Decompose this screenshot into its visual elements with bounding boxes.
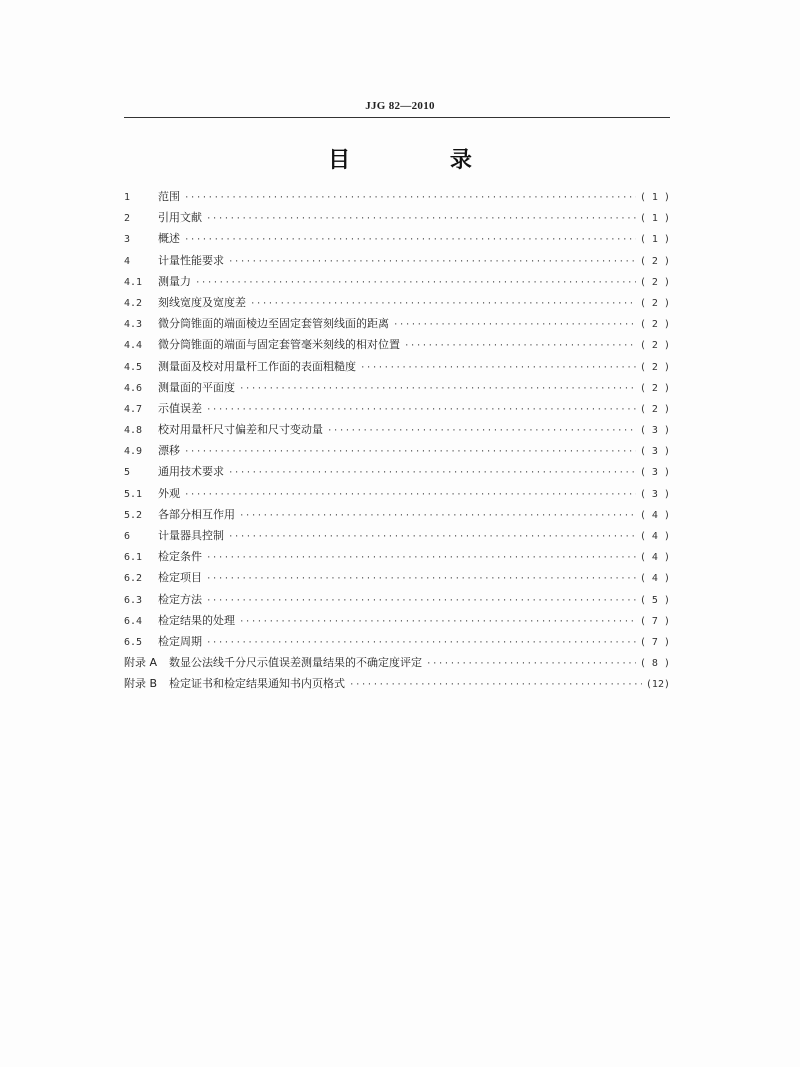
toc-dot-leader [184,442,636,463]
toc-entry[interactable] [124,440,670,461]
toc-entry-number: 1 [124,192,131,203]
toc-entry[interactable] [124,483,670,504]
toc-entry-number: 6 [124,531,131,542]
toc-dot-leader [195,273,636,294]
toc-entry[interactable] [124,292,670,313]
toc-entry[interactable] [124,546,670,567]
toc-entry-title: 范围 [158,190,180,203]
toc-entry[interactable] [124,419,670,440]
toc-entry-page: ( 5 ) [639,594,670,606]
table-of-contents [124,186,670,695]
toc-entry[interactable] [124,652,670,673]
toc-entry-page: ( 2 ) [639,382,670,394]
toc-entry-page: ( 8 ) [639,658,670,670]
toc-entry-number: 3 [124,234,131,246]
toc-dot-leader [228,527,636,548]
toc-dot-leader [206,400,636,421]
toc-entry-title: 示值误差 [158,401,202,415]
toc-entry-number: 4.3 [124,319,143,331]
toc-entry[interactable] [124,207,670,228]
toc-dot-leader [404,336,636,357]
toc-entry-number: 5 [124,467,131,479]
toc-dot-leader [327,421,636,442]
toc-entry-page: ( 1 ) [639,234,670,246]
toc-entry-number: 4 [124,255,131,267]
standard-code: JJG 82—2010 [365,100,435,112]
toc-entry[interactable] [124,271,670,292]
toc-entry[interactable] [124,673,670,694]
toc-dot-leader [228,463,636,484]
toc-entry-title: 概述 [158,232,180,246]
toc-entry-title: 各部分相互作用 [158,507,235,521]
toc-entry-number: 5.1 [124,488,143,500]
toc-entry-title: 检定周期 [158,634,202,648]
toc-entry-title: 漂移 [158,444,180,458]
toc-entry[interactable] [124,313,670,334]
toc-entry[interactable] [124,377,670,398]
toc-entry-title: 检定结果的处理 [158,613,235,627]
toc-entry-page: ( 2 ) [639,297,670,309]
toc-entry-title: 引用文献 [158,211,202,225]
toc-dot-leader [360,358,636,379]
toc-entry-title: 微分筒锥面的端面棱边至固定套管刻线面的距离 [158,317,389,331]
toc-entry[interactable] [124,228,670,249]
toc-entry-page: ( 3 ) [639,425,670,437]
toc-entry-page: ( 2 ) [639,361,670,373]
toc-dot-leader [206,633,636,654]
toc-dot-leader [184,188,636,209]
header-divider [124,117,670,118]
toc-entry-page: ( 4 ) [639,509,670,521]
toc-entry[interactable] [124,334,670,355]
toc-entry-number: 6.1 [124,552,143,564]
toc-entry-page: ( 2 ) [639,403,670,415]
toc-entry[interactable] [124,610,670,631]
toc-entry-title: 计量器具控制 [158,529,224,542]
toc-entry-page: ( 7 ) [639,615,670,627]
toc-dot-leader [184,485,636,506]
toc-entry-number: 4.2 [124,297,143,309]
toc-entry-number: 4.9 [124,446,143,458]
toc-entry-number: 4.8 [124,425,143,437]
toc-entry-title: 检定项目 [158,571,202,585]
toc-entry-number: 4.4 [124,340,143,352]
toc-dot-leader [228,252,636,273]
toc-dot-leader [426,654,636,675]
toc-dot-leader [239,612,636,633]
toc-entry-page: ( 1 ) [639,213,670,225]
toc-entry-title: 数显公法线千分尺示值误差测量结果的不确定度评定 [169,656,423,670]
toc-entry-title: 校对用量杆尺寸偏差和尺寸变动量 [158,423,323,437]
toc-dot-leader [349,675,642,696]
toc-entry-number: 附录 A [124,656,158,670]
toc-dot-leader [184,230,636,251]
toc-entry-page: ( 3 ) [639,446,670,458]
toc-entry-title: 外观 [158,486,180,500]
toc-dot-leader [393,315,636,336]
toc-entry[interactable] [124,356,670,377]
toc-entry[interactable] [124,525,670,546]
toc-entry-page: ( 4 ) [639,552,670,564]
toc-entry-title: 刻线宽度及宽度差 [158,295,246,309]
toc-entry-title: 测量面的平面度 [158,380,235,394]
toc-entry[interactable] [124,589,670,610]
toc-entry[interactable] [124,504,670,525]
toc-entry[interactable] [124,567,670,588]
toc-entry-title: 检定条件 [158,550,202,564]
toc-entry-page: ( 3 ) [639,488,670,500]
toc-entry-number: 6.2 [124,573,143,585]
toc-entry-page: (12) [645,679,670,691]
toc-entry-page: ( 4 ) [639,573,670,585]
toc-entry-page: ( 2 ) [639,276,670,288]
toc-entry-page: ( 4 ) [639,531,670,542]
toc-entry-page: ( 3 ) [639,467,670,479]
toc-entry-number: 附录 B [124,677,158,691]
toc-heading: 目 录 [328,148,518,173]
toc-entry-number: 4.7 [124,403,143,415]
toc-entry-title: 测量面及校对用量杆工作面的表面粗糙度 [158,359,356,373]
toc-entry-title: 微分筒锥面的端面与固定套管毫米刻线的相对位置 [158,338,400,352]
toc-dot-leader [206,569,636,590]
toc-entry-title: 测量力 [158,274,191,288]
toc-dot-leader [206,591,636,612]
toc-dot-leader [206,209,636,230]
toc-entry[interactable] [124,631,670,652]
toc-dot-leader [206,548,636,569]
toc-entry-number: 4.5 [124,361,143,373]
toc-entry-page: ( 2 ) [639,340,670,352]
toc-entry-number: 6.3 [124,594,143,606]
toc-entry-title: 检定证书和检定结果通知书内页格式 [169,677,346,691]
toc-entry[interactable] [124,186,670,207]
toc-dot-leader [250,294,636,315]
toc-entry-title: 检定方法 [158,592,202,606]
toc-entry-number: 6.4 [124,615,143,627]
toc-entry-title: 通用技术要求 [158,465,224,479]
toc-entry[interactable] [124,461,670,482]
toc-entry[interactable] [124,398,670,419]
toc-entry-number: 5.2 [124,509,143,521]
toc-entry-page: ( 1 ) [639,192,670,203]
toc-entry-number: 6.5 [124,636,143,648]
toc-entry-title: 计量性能要求 [158,253,224,267]
toc-entry-page: ( 7 ) [639,636,670,648]
toc-entry-number: 2 [124,213,131,225]
toc-dot-leader [239,379,636,400]
toc-entry-number: 4.1 [124,276,143,288]
toc-entry-page: ( 2 ) [639,255,670,267]
toc-entry-page: ( 2 ) [639,319,670,331]
toc-entry[interactable] [124,250,670,271]
toc-entry-number: 4.6 [124,382,143,394]
toc-dot-leader [239,506,636,527]
